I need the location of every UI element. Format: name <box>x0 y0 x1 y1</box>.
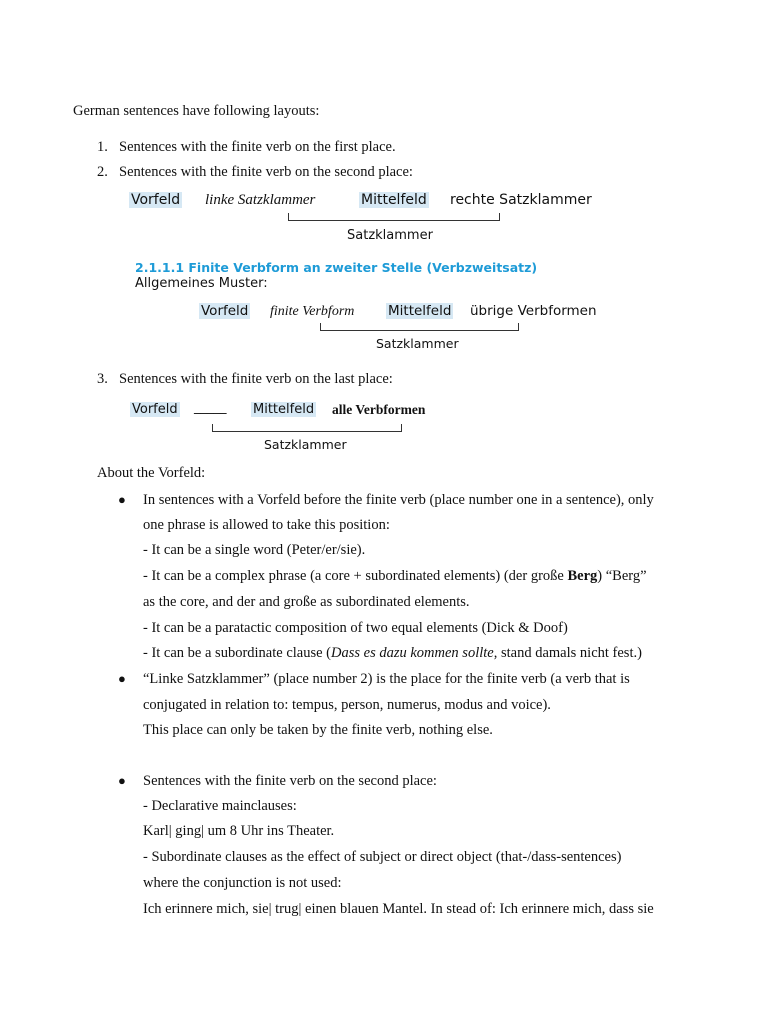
diagram2-finite-verbform: finite Verbform <box>270 304 355 319</box>
diagram3-mittelfeld: Mittelfeld <box>253 402 315 417</box>
bullet2-line2: conjugated in relation to: tempus, person, numerus, modus and voice). <box>143 697 551 713</box>
bullet3-line4: - Subordinate clauses as the effect of subject or direct object (that-/dass-sentences) <box>143 849 622 865</box>
about-heading: About the Vorfeld: <box>97 465 206 481</box>
bullet2-line3: This place can only be taken by the finite verb, nothing else. <box>143 722 493 738</box>
bullet3-line3: Karl| ging| um 8 Uhr ins Theater. <box>143 823 335 839</box>
bullet3-line6: Ich erinnere mich, sie| trug| einen blauen Mantel. In stead of: Ich erinnere mich, dass sie <box>143 901 654 917</box>
diagram3-bracket <box>212 424 402 432</box>
diagram1-linke-satzklammer: linke Satzklammer <box>205 192 316 208</box>
bullet3-line5: where the conjunction is not used: <box>143 875 342 891</box>
bullet1-line5: as the core, and der and große as subordinated elements. <box>143 594 470 610</box>
diagram1-rechte-satzklammer: rechte Satzklammer <box>450 192 592 208</box>
intro-text: German sentences have following layouts: <box>73 103 320 119</box>
diagram2-bracket <box>320 323 519 331</box>
diagram1-bracket-label: Satzklammer <box>347 228 433 243</box>
bullet1-line7-c: , stand damals nicht fest.) <box>493 645 642 661</box>
diagram2-vorfeld: Vorfeld <box>201 303 249 319</box>
bullet1-line2: one phrase is allowed to take this position: <box>143 517 390 533</box>
diagram3-alle-verbformen: alle Verbformen <box>332 402 426 417</box>
diagram2-bracket-label: Satzklammer <box>376 336 459 351</box>
list-item-3: Sentences with the finite verb on the last place: <box>119 371 393 387</box>
bullet1-line4-a: - It can be a complex phrase (a core + subordinated elements) (der große <box>143 568 568 584</box>
bullet1-line1: In sentences with a Vorfeld before the finite verb (place number one in a sentence), only <box>143 492 654 508</box>
diagram3-vorfeld: Vorfeld <box>132 402 178 417</box>
bullet1-line4-bold: Berg <box>567 568 598 584</box>
bullet3-line1: Sentences with the finite verb on the second place: <box>143 773 437 789</box>
diagram1-bracket <box>288 213 500 221</box>
diagram3-bracket-label: Satzklammer <box>264 437 347 452</box>
bullet1-line4 <box>143 568 647 585</box>
bullet1-line4-c: ) “Berg” <box>597 568 647 584</box>
bullet2-line1: “Linke Satzklammer” (place number 2) is the place for the finite verb (a verb that is <box>143 671 630 687</box>
bullet1-line7 <box>143 645 642 662</box>
bullet1-line6: - It can be a paratactic composition of two equal elements (Dick & Doof) <box>143 620 568 636</box>
list-number-2: 2. <box>97 164 108 180</box>
bullet3-line2: - Declarative mainclauses: <box>143 798 297 814</box>
list-item-1: Sentences with the finite verb on the first place. <box>119 139 396 155</box>
diagram2-uebrige-verbformen: übrige Verbformen <box>470 303 597 319</box>
diagram3-blank: _____ <box>194 400 227 415</box>
bullet-icon: ● <box>118 773 126 788</box>
diagram1-mittelfeld: Mittelfeld <box>361 192 427 208</box>
bullet1-line7-a: - It can be a subordinate clause ( <box>143 645 332 661</box>
diagram2-heading: 2.1.1.1 Finite Verbform an zweiter Stelle (Verbzweitsatz) <box>135 260 538 275</box>
bullet1-line3: - It can be a single word (Peter/er/sie). <box>143 542 366 558</box>
bullet1-line7-italic: Dass es dazu kommen sollte <box>331 645 494 661</box>
diagram1-vorfeld: Vorfeld <box>131 192 181 208</box>
bullet-icon: ● <box>118 492 126 507</box>
bullet-icon: ● <box>118 671 126 686</box>
list-item-2: Sentences with the finite verb on the second place: <box>119 164 413 180</box>
list-number-1: 1. <box>97 139 108 155</box>
diagram2-mittelfeld: Mittelfeld <box>388 303 452 319</box>
list-number-3: 3. <box>97 371 108 387</box>
diagram2-subheading: Allgemeines Muster: <box>135 276 268 291</box>
